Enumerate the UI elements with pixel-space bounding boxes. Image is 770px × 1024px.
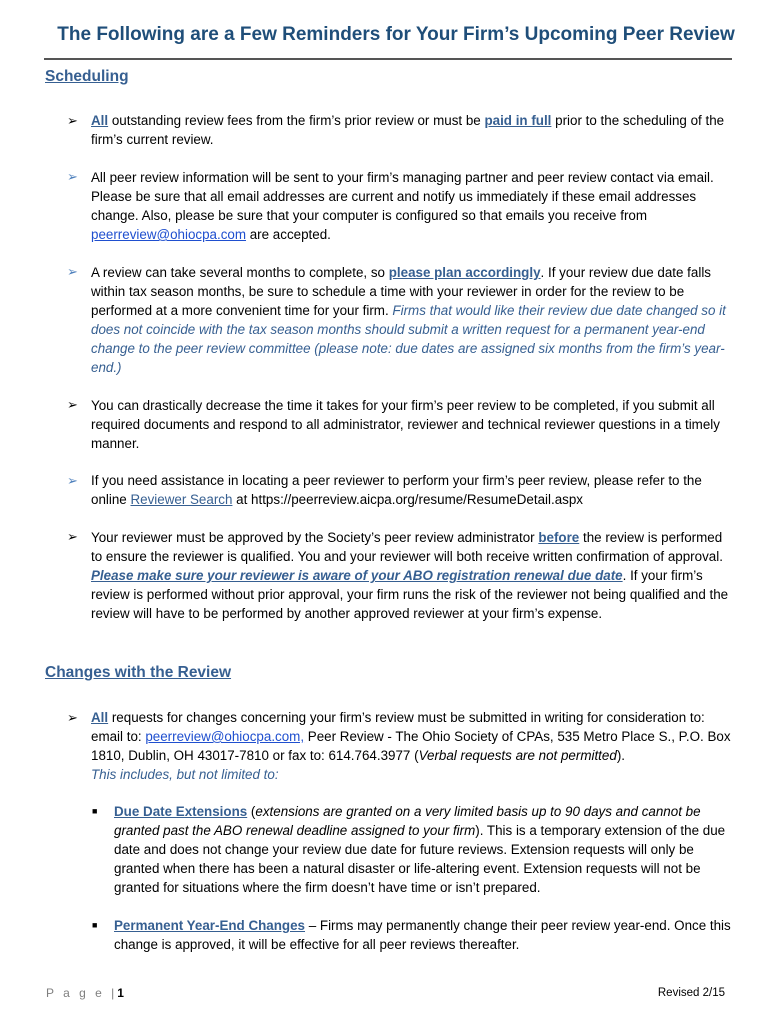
scheduling-bullet-plan: A review can take several months to complete, so please plan accordingly. If your review due date falls within tax season months, be sure to schedule a time with your reviewer in order for the review to be performed at a more convenient time for your firm. Firms that would like their review due date changed so it does not coincide with the tax season months should submit a written request for a permanent year-end change to the peer review committee (please note: due dates are assigned six months from the firm’s year-end.): [91, 265, 726, 375]
scheduling-bullet-fees: All outstanding review fees from the firm’s prior review or must be paid in full prior to the scheduling of the firm’s current review.: [91, 113, 725, 147]
changes-bullet-requests: All requests for changes concerning your firm’s review must be submitted in writing for consideration to: email to: peerreview@ohiocpa.com, Peer Review - The Ohio Society of CPAs, 535 Metro Place S., P.O. Box 1810, Dublin, OH 43017-7810 or fax to: 614.764.3977 (Verbal requests are not permitted). This includes, but not limited to:: [91, 710, 731, 782]
arrow-bullet-icon: ➢: [67, 113, 78, 128]
page-title: The Following are a Few Reminders for Your Firm’s Upcoming Peer Review: [57, 24, 735, 45]
email-link[interactable]: peerreview@ohiocpa.com: [91, 227, 247, 242]
plan-accordingly-link[interactable]: please plan accordingly: [388, 265, 541, 280]
title-divider: [44, 58, 732, 60]
arrow-bullet-icon: ➢: [67, 473, 78, 488]
revision-date: Revised 2/15: [657, 987, 725, 999]
changes-heading: Changes with the Review: [45, 664, 232, 681]
scheduling-bullet-search: If you need assistance in locating a peer reviewer to perform your firm’s peer review, please refer to the online Reviewer Search at https://peerreview.aicpa.org/resume/ResumeDetail.aspx: [91, 473, 702, 507]
scheduling-heading: Scheduling: [45, 68, 129, 85]
square-bullet-icon: ■: [92, 806, 98, 816]
arrow-bullet-icon: ➢: [67, 169, 78, 184]
year-end-changes-link[interactable]: Permanent Year-End Changes: [114, 918, 306, 933]
scheduling-bullet-email: All peer review information will be sent to your firm’s managing partner and peer review contact via email. Please be sure that all email addresses are current and notify us immediately if these email addresses change. Also, please be sure that your computer is configured so that emails you receive from peerreview@ohiocpa.com are accepted.: [91, 170, 714, 242]
arrow-bullet-icon: ➢: [67, 264, 78, 279]
paid-in-full-link[interactable]: paid in full: [484, 113, 552, 128]
arrow-bullet-icon: ➢: [67, 529, 78, 544]
email-link[interactable]: peerreview@ohiocpa.com,: [145, 729, 305, 744]
square-bullet-icon: ■: [92, 920, 98, 930]
all-link[interactable]: All: [91, 710, 109, 725]
scheduling-bullet-approval: Your reviewer must be approved by the Society’s peer review administrator before the review is performed to ensure the reviewer is qualified. You and your reviewer will both receive written confirmation of approval. Please make sure your reviewer is aware of your ABO registration renewal due date. If your firm’s review is performed without prior approval, your firm runs the risk of the reviewer not being qualified and the review will have to be performed by another approved reviewer at your firm’s expense.: [91, 530, 729, 621]
due-date-extensions-link[interactable]: Due Date Extensions: [114, 804, 248, 819]
due-date-extensions-item: Due Date Extensions (extensions are granted on a very limited basis up to 90 days and cannot be granted past the ABO renewal deadline assigned to your firm). This is a temporary extension of the due date and does not change your review due date for future reviews. Extension requests will only be granted when there has been a natural disaster or life-altering event. Extension requests will not be granted for situations where the firm doesn’t have time or isn’t prepared.: [114, 804, 726, 895]
reviewer-search-link[interactable]: Reviewer Search: [130, 492, 233, 507]
page-number: 1: [117, 986, 124, 1000]
page-footer: P a g e |1: [46, 986, 124, 1000]
arrow-bullet-icon: ➢: [67, 397, 78, 412]
abo-renewal-link[interactable]: Please make sure your reviewer is aware of your ABO registration renewal due date: [91, 568, 623, 583]
before-link[interactable]: before: [538, 530, 580, 545]
scheduling-bullet-timely: You can drastically decrease the time it takes for your firm’s peer review to be completed, if you submit all required documents and respond to all administrator, reviewer and technical reviewer questions in a timely manner.: [91, 398, 720, 451]
arrow-bullet-icon: ➢: [67, 710, 78, 725]
year-end-changes-item: Permanent Year-End Changes – Firms may permanently change their peer review year-end. Once this change is approved, it will be effective for all peer reviews thereafter.: [114, 918, 731, 952]
all-link[interactable]: All: [91, 113, 109, 128]
